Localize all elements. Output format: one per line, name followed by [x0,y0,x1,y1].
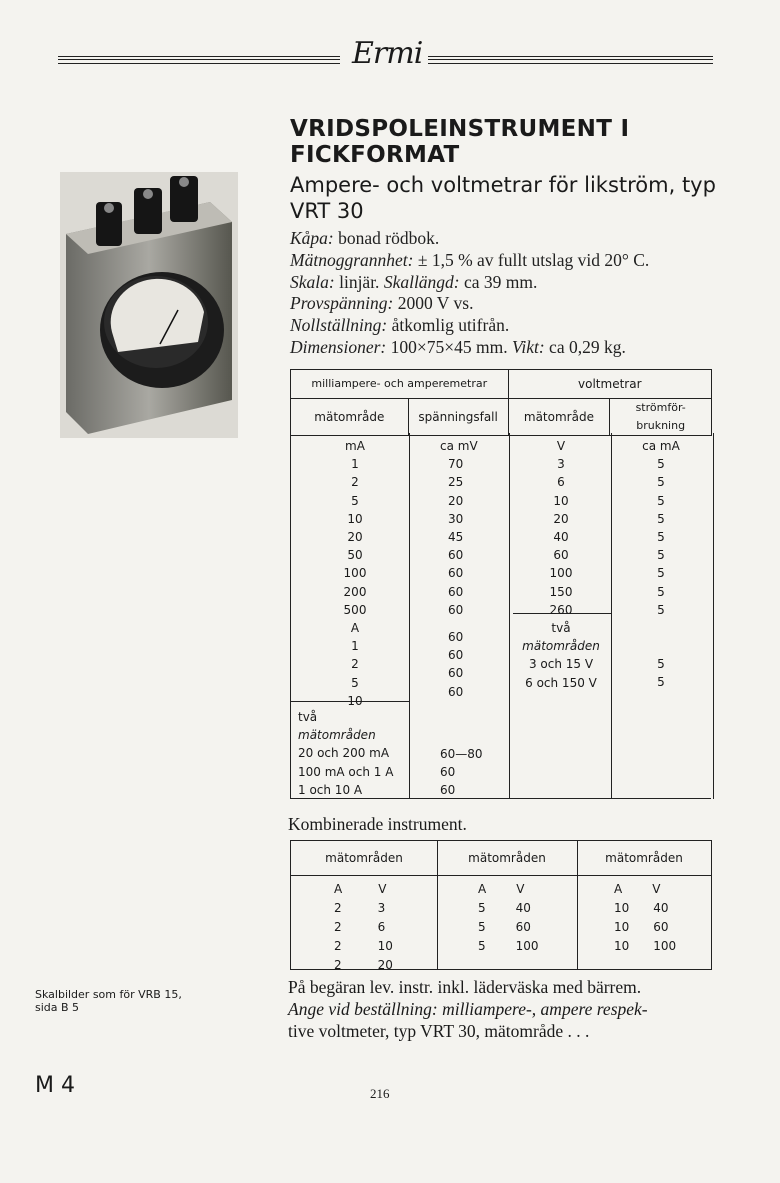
group-header-right: voltmetrar [508,370,711,399]
left-drop-values [412,437,502,701]
table-cell: 10 [347,511,363,526]
table-cell: 200 [343,584,367,599]
table-cell: 30 [448,511,464,526]
spec-row: Mätnoggrannhet: ± 1,5 % av fullt utslag vid 20° C. [290,249,650,270]
table-cell: 45 [448,530,464,545]
table-cell: 500 [343,602,367,617]
left-col-values [300,437,410,710]
col-header: mätområden [468,851,546,865]
combined-col3: A V 10 40 10 60 10 100 [614,882,677,953]
table-cell: 100 [343,566,367,581]
col-header: mätområden [605,851,683,865]
header-rule-left [58,56,340,64]
col-header: mätområden [325,851,403,865]
table-cell: 1 [351,639,359,654]
page-title: VRIDSPOLEINSTRUMENT I FICKFORMAT [290,116,630,168]
table-cell: ca mV [440,439,478,453]
table-cell: 60 [448,666,464,681]
table-cell: 10 [347,693,363,708]
page-subtitle: Ampere- och voltmetrar för likström, typ VRT 30 [290,173,716,223]
table-cell: 60 [448,584,464,599]
spec-row: Dimensioner: 100×75×45 mm. Vikt: ca 0,29 kg. [290,336,626,357]
table-cell: 2 [351,475,359,490]
left-two-ranges: två mätområden 20 och 200 mA 100 mA och 1 A 1 och 10 A [298,710,394,797]
side-note: Skalbilder som för VRB 15, sida B 5 [35,988,182,1014]
table-cell: 60 [448,548,464,563]
right-two-ranges: två mätområden 3 och 15 V 6 och 150 V [522,621,600,690]
order-note: På begäran lev. instr. inkl. läderväska med bärrem. Ange vid beställning: milliampere-, ampere respek- tive voltmeter, typ VRT 30, mätområde . . . [288,977,648,1041]
spec-row: Kåpa: bonad rödbok. [290,228,440,248]
spec-row: Provspänning: 2000 V vs. [290,293,474,314]
table-cell: 5 [351,675,359,690]
table-cell: 20 [347,530,363,545]
combined-title: Kombinerade instrument. [288,814,467,834]
table-cell: 5 [351,493,359,508]
table-cell: 25 [448,475,464,490]
col-header: mätområde [291,399,409,436]
section-code: M 4 [35,1073,75,1098]
table-cell: 2 [351,657,359,672]
combined-col2: A V 5 40 5 60 5 100 [478,882,539,953]
instrument-photo [60,172,238,438]
table-cell: 60 [448,566,464,581]
spec-row: Nollställning: åtkomlig utifrån. [290,315,510,336]
left-two-values: 60—80 60 60 [440,747,483,798]
brand-logo: Ermi [352,36,423,71]
header-rule-right [428,56,713,64]
right-col-values: V 3 6 10 20 40 60 100 150 260 [549,439,573,617]
table-cell: 60 [448,630,464,645]
spec-row: Skala: linjär. Skallängd: ca 39 mm. [290,271,538,292]
col-header: mätområde [508,399,610,436]
group-header-left: milliampere- och amperemetrar [291,370,509,399]
table-cell: 60 [448,602,464,617]
right-two-values: 5 5 [657,657,665,690]
col-header: spänningsfall [408,399,508,436]
right-current-values: ca mA 5 5 5 5 5 5 5 5 5 [642,439,680,617]
table-cell: 20 [448,493,464,508]
spec-list [290,228,649,359]
table-cell: A [350,621,360,636]
table-cell: 60 [448,684,464,699]
table-cell: 1 [351,457,359,472]
col-header: strömför-brukning [610,399,712,436]
table-cell: 50 [347,548,363,563]
table-cell: 60 [448,648,464,663]
table-cell: mA [345,439,365,453]
table-cell: 70 [448,457,464,472]
page-number: 216 [370,1086,390,1101]
specs-table [290,369,712,436]
combined-col1: A V 2 3 2 6 2 10 2 20 [334,882,393,972]
